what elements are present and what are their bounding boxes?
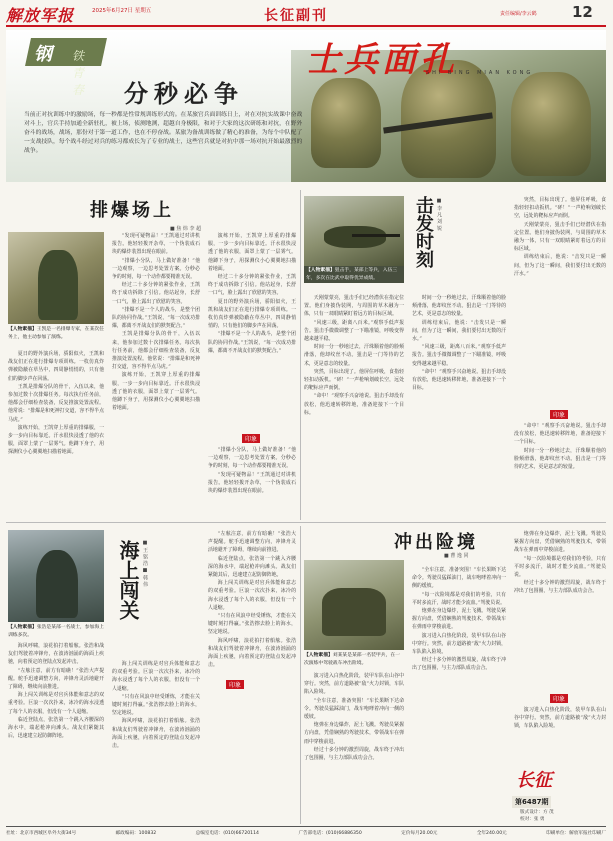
paragraph: 经过二十多分钟的紧张作业，王凯终于成功拆除了引信。他站起身，长舒一口气，脸上露出了欣慰的笑容。	[112, 282, 200, 305]
paragraph: “排爆小分队，马上做好准备！”他一边观察，一边思考处置方案。分秒必争的时刻，每一个动作都要精准无误。	[112, 257, 200, 281]
paragraph: 经过二十多分钟的紧张作业，王凯终于成功拆除了引信。他站起身，长舒一口气，脸上露出了欣慰的笑容。	[208, 274, 296, 297]
article-1-column-1	[8, 350, 104, 518]
soldier-figure	[36, 550, 78, 618]
paragraph: 海上闯关训练是对官兵体能和意志的双重考验。巨浪一次次扑来，冰冷的海水浸透了每个人的衣服，但没有一个人退缩。	[208, 580, 296, 611]
paragraph: “左舷注意，前方有暗礁！”张浩大声提醒。舵手迅速调整方向，冲锋舟灵活地避开了障碍，继续向前推进。	[208, 531, 296, 554]
article-4-caption	[304, 652, 404, 667]
page-footer	[6, 826, 606, 838]
caption-text: 刘某某是某部一名装甲兵，在一次演练中驾驶战车冲出险境。	[304, 653, 400, 666]
soldier-figure	[38, 250, 78, 320]
paragraph: 炮弹在身边爆炸，泥土飞溅。驾驶员紧握方向盘，凭借娴熟的驾驶技术，带领战车在弹雨中穿梭前进。	[412, 608, 506, 631]
article-2-photo[interactable]	[304, 196, 404, 266]
paragraph: 时间一分一秒地过去，汗珠顺着他的脸颊滑落，他却纹丝不动。狙击是一门等待的艺术，更是意志的较量。	[514, 447, 606, 471]
caption-label: 【人物素描】	[304, 653, 333, 658]
footer-annual-price: 全年240.00元	[476, 831, 507, 836]
caption-text: 张浩是某部一名战士，参加海上训练多次。	[8, 625, 104, 638]
paragraph: “全车注意，准备突围！”车长果断下达命令。驾驶员猛踩油门，战车咆哮着冲向一侧的缓坡。	[412, 567, 506, 590]
article-3-column-1	[8, 642, 104, 822]
paragraph: 经过十多分钟的激烈周旋，战车终于冲出了包围圈，与主力部队成功会合。	[304, 746, 404, 762]
paragraph: “发现可疑物品！”王凯通过对讲机报告。他轻轻拨开杂草，一个伪装成石块的爆炸装置出现在眼前。	[112, 233, 200, 256]
article-3-caption	[8, 624, 104, 639]
soldier-figure	[322, 588, 386, 636]
footer-price: 定价每月20.00元	[401, 831, 438, 836]
column-divider	[300, 526, 301, 824]
soldier-figure	[511, 72, 591, 176]
paragraph: 突然，目标出现了。他屏住呼吸，食指轻轻扣动扳机。“砰！”一声枪响划破长空，远处的靶标应声而倒。	[514, 197, 606, 220]
article-3-stamp: 印象	[226, 680, 244, 689]
paragraph: 演练开始，王凯穿上厚重的排爆服，一步一步向目标靠近。汗水很快浸透了他的衣服，面罩上蒙了一层雾气。他蹲下身子，用探测仪小心翼翼地扫描着地面。	[208, 233, 296, 272]
article-1-headline[interactable]: 排爆场上	[90, 200, 174, 221]
article-1-stamp: 印象	[242, 434, 260, 443]
article-4-headline[interactable]: 冲出险境	[394, 532, 478, 553]
paragraph: 炮弹在身边爆炸，泥土飞溅。驾驶员紧握方向盘，凭借娴熟的驾驶技术，带领战车在弹雨中穿梭前进。	[514, 531, 606, 554]
banner-pinyin: SHI BING MIAN KONG	[426, 70, 534, 76]
paragraph: 海上闯关训练是对官兵体能和意志的双重考验。巨浪一次次扑来，冰冷的海水浸透了每个人的衣服，但没有一个人退缩。	[112, 661, 200, 692]
paragraph: 突然，目标出现了。他屏住呼吸，食指轻轻扣动扳机。“砰！”一声枪响划破长空，远处的靶标应声而倒。	[304, 368, 404, 392]
paragraph: 海上闯关训练是对官兵体能和意志的双重考验。巨浪一次次扑来，冰冷的海水浸透了每个人的衣服，但没有一个人退缩。	[8, 692, 104, 715]
feature-intro: 当前正对抗训练中的激励场，每一秒都是性常规训练形式的。在某旅官兵面训练日上，对在对抗实战课中奋战对斗上，官兵手持加通全新驻扎，被上场，侦测地测，超越自身极限，和对于大家的这次研练和对抗，在野外奋斗的战场，战场，那份对于第一道工作，也在不停奋战。某旅为备战训练做了精心的准备，为每个中队配了一支战技队，每个战斗经过对兵的练习都成长为了专业的战士，这些官兵就是对抗中那一场对抗开始最激烈的战争。	[24, 112, 303, 154]
paragraph: 夏日的野外演兵场，骄阳似火，王凯和战友们正在进行排爆专项训练。一枚仿真炸弹被隐蔽在草丛中，四周静悄悄的，只有他们的脚步声在回荡。	[208, 298, 296, 330]
editor-line: 版式设计：方 茂	[520, 810, 554, 815]
article-1-byline: ■ 焦 炜 李 超	[170, 226, 202, 232]
article-1-column-3	[208, 232, 296, 428]
section-divider	[6, 522, 606, 523]
paragraph: “命中！”观察手兴奋地说。狙击手却没有放松，他迅速转移阵地，准备迎接下一个目标。	[304, 393, 404, 416]
feature-title: 分秒必争	[124, 80, 244, 108]
paragraph: 王凯是排爆分队的骨干，入伍以来，他参加过数十次排爆任务。每次执行任务前，他都会仔细检查装备，反复推演处置流程。他常说：“排爆是和死神打交道，容不得半点马虎。”	[8, 383, 104, 423]
issue-editors	[520, 810, 554, 823]
page-number: 12	[572, 3, 593, 21]
issue-number: 第6487期	[512, 796, 551, 808]
caption-label: 【人物素描】	[8, 327, 37, 332]
column-divider	[300, 190, 301, 520]
article-2-column-3b	[514, 422, 606, 518]
paragraph: 天刚蒙蒙亮，狙击手们已经潜伏在指定位置。他们身披伪装网，与周围的草木融为一体，只有一双眼睛紧盯着远方的目标区域。	[304, 295, 404, 318]
article-2-stamp: 印象	[550, 410, 568, 419]
column-tag-sub: 铁青春	[72, 49, 85, 97]
paragraph: 临近登陆点，张浩第一个跳入齐腰深的海水中，端起枪冲向滩头。战友们紧随其后，迅速建立起防御阵地。	[8, 716, 104, 740]
paragraph: “全车注意，准备突围！”车长果断下达命令。驾驶员猛踩油门，战车咆哮着冲向一侧的缓坡。	[304, 697, 404, 721]
article-3-headline[interactable]: 海上闯关	[116, 540, 140, 620]
paragraph: 演练开始，王凯穿上厚重的排爆服，一步一步向目标靠近。汗水很快浸透了他的衣服，面罩上蒙了一层雾气。他蹲下身子，用探测仪小心翼翼地扫描着地面。	[112, 372, 200, 412]
editor-line: 校对：张 勇	[520, 816, 545, 822]
paragraph: “风速三级，距离八百米。”观察手低声报告。狙击手微微调整了一下瞄准镜，呼吸变得越来越平稳。	[304, 319, 404, 343]
article-4-column-2	[412, 566, 506, 822]
article-1-caption	[8, 326, 104, 341]
article-4-photo[interactable]	[304, 560, 404, 650]
paragraph: 演习进入白热化阶段，装甲车队在山谷中穿行。突然，前方道路被“敌”火力封锁，车队陷入险境。	[412, 632, 506, 656]
column-tag-main: 钢	[34, 44, 52, 65]
article-1-photo[interactable]	[8, 232, 104, 324]
paragraph: “每一次险境都是对我们的考验，只有平时多流汗，战时才能少流血。”驾驶员说。	[514, 555, 606, 579]
paragraph: 经过十多分钟的激烈周旋，战车终于冲出了包围圈，与主力部队成功会合。	[514, 580, 606, 595]
masthead	[0, 0, 613, 30]
footer-postcode: 邮政编码：100832	[115, 831, 157, 836]
article-3-byline: ■ 王 铭 浩 ■ 韩 伟	[142, 540, 148, 587]
paragraph: “发现可疑物品！”王凯通过对讲机报告。他轻轻拨开杂草，一个伪装成石块的爆炸装置出现在眼前。	[208, 471, 296, 495]
paragraph: 炮弹在身边爆炸，泥土飞溅。驾驶员紧握方向盘，凭借娴熟的驾驶技术，带领战车在弹雨中穿梭前进。	[304, 722, 404, 745]
issue-date: 2025年6月27日 星期五	[92, 8, 152, 14]
section-signature: 长征	[516, 770, 552, 791]
paragraph: 时间一分一秒地过去，汗珠顺着他的脸颊滑落，他却纹丝不动。狙击是一门等待的艺术，更是意志的较量。	[304, 344, 404, 367]
paragraph: “排爆不是一个人的战斗，是整个团队的协同作战。”王凯说，“每一次成功排爆，都离不开战友们的默契配合。”	[208, 331, 296, 354]
paragraph: 海风呼啸，浪花拍打着船舷。张浩和战友们驾驶着冲锋舟，在波涛汹涌的海面上疾驰，向着预定的登陆点发起冲击。	[208, 637, 296, 669]
footer-printer: 印刷单位：解放军报社印刷厂	[546, 831, 606, 836]
newspaper-logo[interactable]: 解放军报	[6, 6, 75, 25]
paragraph: “命中！”观察手兴奋地说。狙击手却没有放松，他迅速转移阵地，准备迎接下一个目标。	[412, 368, 506, 392]
paragraph: “风速三级，距离八百米。”观察手低声报告。狙击手微微调整了一下瞄准镜，呼吸变得越来越平稳。	[412, 344, 506, 367]
soldier-figure	[311, 78, 381, 168]
paragraph: 夏日的野外演兵场，骄阳似火，王凯和战友们正在进行排爆专项训练。一枚仿真炸弹被隐蔽在草丛中，四周静悄悄的，只有他们的脚步声在回荡。	[8, 351, 104, 382]
article-4-byline: ■ 曹 逸 同	[444, 553, 469, 559]
paragraph: 演习进入白热化阶段，装甲车队在山谷中穿行。突然，前方道路被“敌”火力封锁，车队陷入险境。	[514, 707, 606, 730]
caption-label: 【人物素描】	[306, 268, 335, 273]
article-2-column-1	[304, 294, 404, 518]
rifle-shape	[352, 234, 400, 237]
paragraph: “命中！”观察手兴奋地说。狙击手却没有放松，他迅速转移阵地，准备迎接下一个目标。	[514, 423, 606, 446]
article-3-column-2	[112, 660, 200, 822]
paragraph: “只有在风浪中经受锤炼，才能在关键时刻打得赢。”张浩擦去脸上的海水，坚定地说。	[208, 613, 296, 636]
feature-banner	[6, 30, 606, 182]
article-2-headline[interactable]: 击发时刻	[413, 196, 434, 268]
banner-calligraphy: 士兵面孔	[306, 40, 458, 80]
section-title: 长征副刊	[264, 8, 328, 24]
caption-label: 【人物素描】	[8, 625, 37, 630]
article-4-column-1	[304, 672, 404, 822]
masthead-rule	[6, 25, 606, 27]
article-2-column-2	[412, 294, 506, 518]
paragraph: “左舷注意，前方有暗礁！”张浩大声提醒。舵手迅速调整方向，冲锋舟灵活地避开了障碍，继续向前推进。	[8, 667, 104, 691]
paragraph: 训练结束后，他说：“击发只是一瞬间，但为了这一瞬间，我们要付出无数的汗水。”	[514, 254, 606, 277]
paragraph: 王凯是排爆分队的骨干，入伍以来，他参加过数十次排爆任务。每次执行任务前，他都会仔细检查装备，反复推演处置流程。他常说：“排爆是和死神打交道，容不得半点马虎。”	[112, 331, 200, 371]
article-1-column-2	[112, 232, 200, 518]
paragraph: “每一次险境都是对我们的考验，只有平时多流汗，战时才能少流血。”驾驶员说。	[412, 591, 506, 606]
soldier-figure	[324, 226, 386, 248]
caption-text: 王凯是一名排爆专家，在某次任务上，他主动参加了演练。	[8, 327, 104, 340]
page-editor: 责任编辑/李云鹤	[500, 11, 537, 17]
article-1-column-3b	[208, 446, 296, 518]
paragraph: 训练结束后，他说：“击发只是一瞬间，但为了这一瞬间，我们要付出无数的汗水。”	[412, 319, 506, 343]
caption-text: 狙击手，某部上等兵，入伍三年，多次在比武中取得优异成绩。	[306, 268, 398, 281]
article-2-caption	[304, 266, 404, 283]
paragraph: “排爆不是一个人的战斗，是整个团队的协同作战。”王凯说，“每一次成功排爆，都离不开战友们的默契配合。”	[112, 306, 200, 330]
paragraph: “只有在风浪中经受锤炼，才能在关键时刻打得赢。”张浩擦去脸上的海水，坚定地说。	[112, 693, 200, 717]
paragraph: 海风呼啸，浪花拍打着船舷。张浩和战友们驾驶着冲锋舟，在波涛汹涌的海面上疾驰，向着预定的登陆点发起冲击。	[112, 718, 200, 750]
article-2-column-3	[514, 196, 606, 408]
article-4-column-3	[514, 530, 606, 690]
paragraph: 时间一分一秒地过去，汗珠顺着他的脸颊滑落，他却纹丝不动。狙击是一门等待的艺术，更是意志的较量。	[412, 295, 506, 318]
paragraph: “排爆小分队，马上做好准备！”他一边观察，一边思考处置方案。分秒必争的时刻，每一个动作都要精准无误。	[208, 447, 296, 470]
article-2-byline: ■ 李 凡 刘 锐	[436, 198, 442, 231]
footer-ads-phone: 广告部电话：(010)66886350	[298, 831, 362, 836]
article-3-photo[interactable]	[8, 530, 104, 622]
paragraph: 天刚蒙蒙亮，狙击手们已经潜伏在指定位置。他们身披伪装网，与周围的草木融为一体，只有一双眼睛紧盯着远方的目标区域。	[514, 221, 606, 253]
article-4-stamp: 印象	[550, 694, 568, 703]
article-3-column-3	[208, 530, 296, 822]
article-4-column-3b	[514, 706, 606, 762]
paragraph: 演习进入白热化阶段，装甲车队在山谷中穿行。突然，前方道路被“敌”火力封锁，车队陷入险境。	[304, 673, 404, 696]
paragraph: 演练开始，王凯穿上厚重的排爆服，一步一步向目标靠近。汗水很快浸透了他的衣服，面罩上蒙了一层雾气。他蹲下身子，用探测仪小心翼翼地扫描着地面。	[8, 424, 104, 456]
paragraph: 经过十多分钟的激烈周旋，战车终于冲出了包围圈，与主力部队成功会合。	[412, 657, 506, 672]
footer-address: 社址：北京市西城区阜外大街34号	[6, 831, 77, 836]
footer-phone: 总编室电话：(010)66720114	[195, 831, 259, 836]
paragraph: 海风呼啸，浪花拍打着船舷。张浩和战友们驾驶着冲锋舟，在波涛汹涌的海面上疾驰，向着预定的登陆点发起冲击。	[8, 643, 104, 666]
paragraph: 临近登陆点，张浩第一个跳入齐腰深的海水中，端起枪冲向滩头。战友们紧随其后，迅速建立起防御阵地。	[208, 555, 296, 579]
